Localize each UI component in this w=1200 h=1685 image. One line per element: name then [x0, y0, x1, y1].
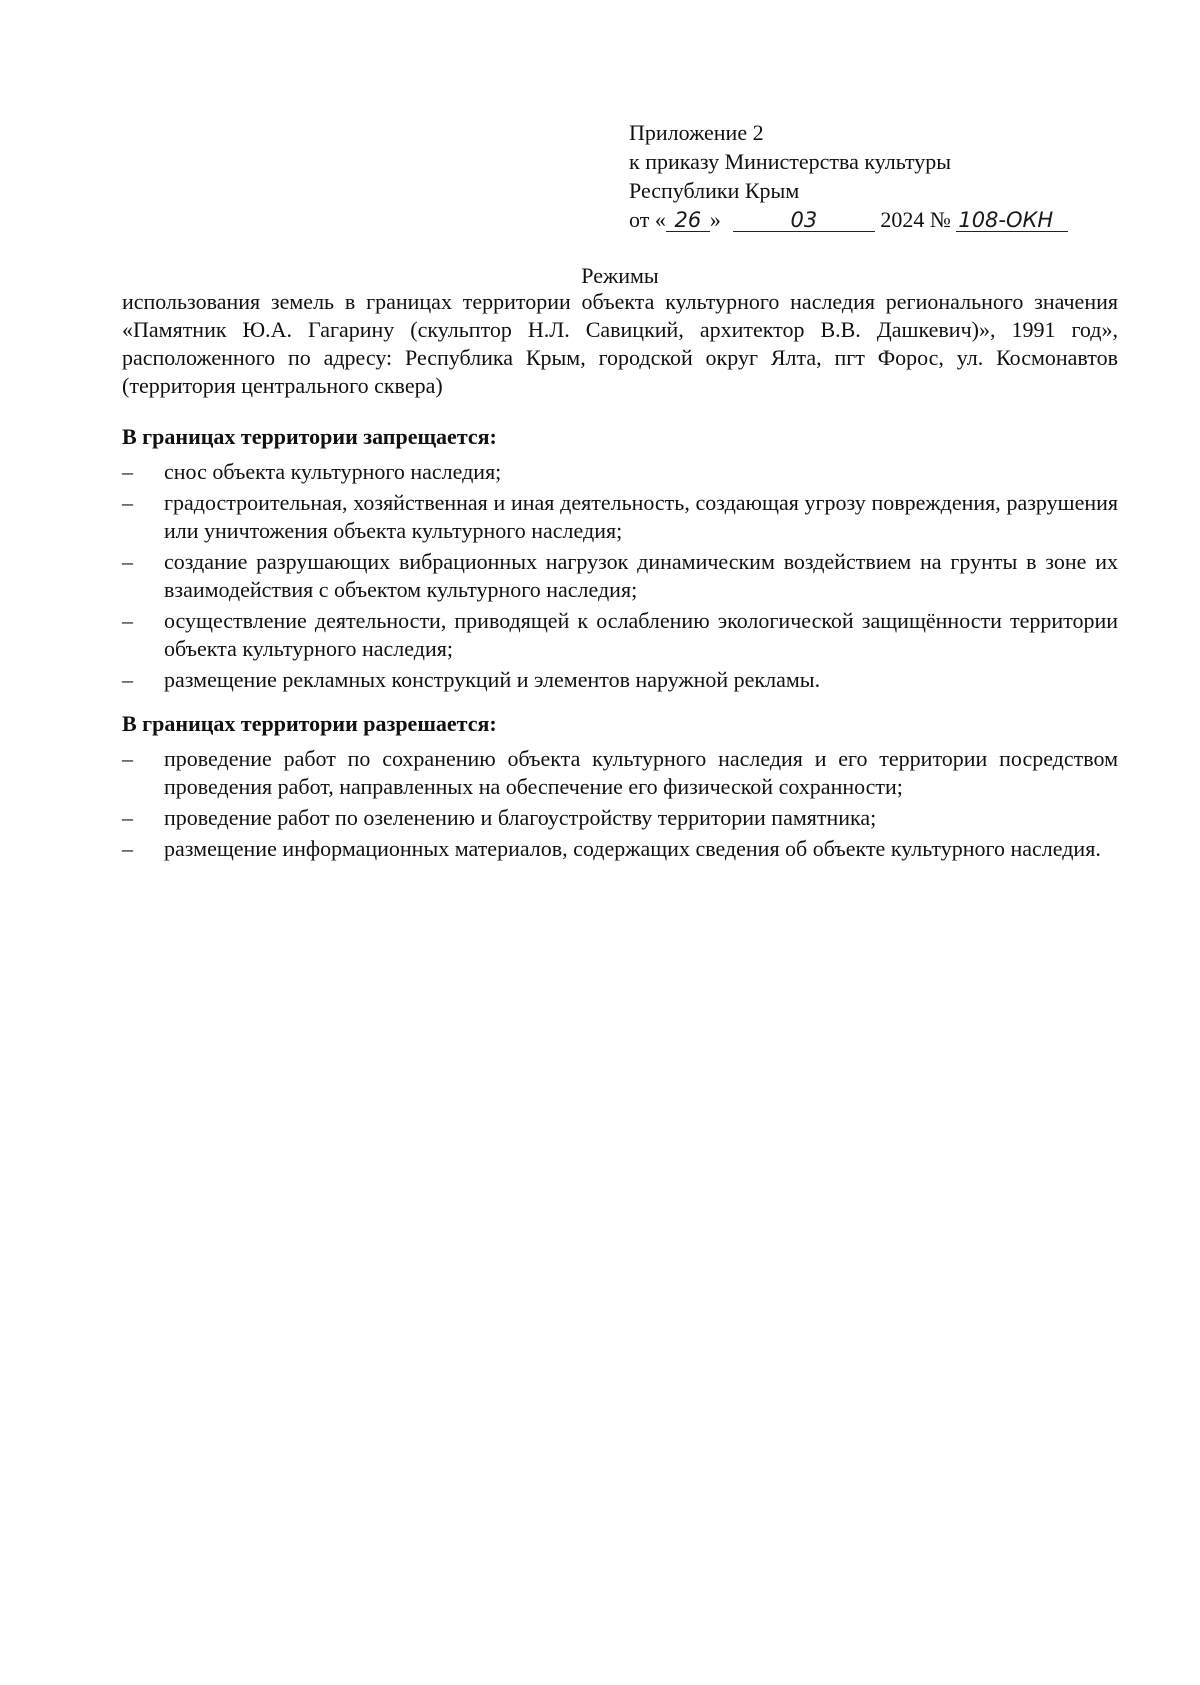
date-prefix: от «	[629, 207, 666, 232]
document-intro: использования земель в границах территории объекта культурного наследия регионального значения «Памятник Ю.А. Гагарину (скульптор Н.Л. Савицкий, архитектор В.В. Дашкевич)», 1991 год», расположенного по адресу: Республика Крым, городской округ Ялта, пгт Форос, ул. Космонавтов (территория центрального сквера)	[122, 289, 1118, 398]
prohibited-section	[122, 423, 1118, 697]
permitted-heading: В границах территории разрешается:	[122, 711, 497, 736]
appendix-header	[629, 118, 1068, 234]
list-item	[122, 548, 1118, 604]
list-item	[122, 458, 1118, 486]
dash-marker: –	[122, 746, 133, 771]
number-sign: №	[929, 207, 951, 232]
document-title: Режимы	[581, 263, 659, 288]
list-item	[122, 804, 1118, 832]
list-item-text: размещение рекламных конструкций и элементов наружной рекламы.	[164, 667, 821, 692]
list-item-text: снос объекта культурного наследия;	[164, 459, 502, 484]
list-item-text: проведение работ по сохранению объекта культурного наследия и его территории посредством проведения работ, направленных на обеспечение его физической сохранности;	[164, 746, 1118, 799]
list-item-text: градостроительная, хозяйственная и иная деятельность, создающая угрозу повреждения, разрушения или уничтожения объекта культурного наследия;	[164, 490, 1118, 543]
dash-marker: –	[122, 608, 133, 633]
list-item-text: создание разрушающих вибрационных нагрузок динамическим воздействием на грунты в зоне их взаимодействия с объектом культурного наследия;	[164, 549, 1118, 602]
dash-marker: –	[122, 836, 133, 861]
list-item-text: размещение информационных материалов, содержащих сведения об объекте культурного наследия.	[164, 836, 1101, 861]
date-day: 26	[666, 209, 710, 232]
date-quote-close: »	[709, 207, 721, 232]
list-item-text: проведение работ по озеленению и благоустройству территории памятника;	[164, 805, 877, 830]
list-item	[122, 745, 1118, 801]
list-item	[122, 607, 1118, 663]
appendix-order-line: к приказу Министерства культуры	[629, 149, 952, 174]
list-item	[122, 835, 1118, 863]
prohibited-heading: В границах территории запрещается:	[122, 424, 497, 449]
dash-marker: –	[122, 459, 133, 484]
dash-marker: –	[122, 667, 133, 692]
dash-marker: –	[122, 549, 133, 574]
order-number: 108-ОКН	[956, 209, 1068, 232]
permitted-section	[122, 710, 1118, 866]
date-year: 2024	[880, 207, 925, 232]
appendix-title: Приложение 2	[629, 120, 764, 145]
list-item-text: осуществление деятельности, приводящей к ослаблению экологической защищённости территории объекта культурного наследия;	[164, 608, 1118, 661]
appendix-republic-line: Республики Крым	[629, 178, 800, 203]
dash-marker: –	[122, 490, 133, 515]
dash-marker: –	[122, 805, 133, 830]
list-item	[122, 489, 1118, 545]
appendix-date-line	[629, 205, 1068, 234]
date-month: 03	[733, 209, 875, 232]
list-item	[122, 666, 1118, 694]
